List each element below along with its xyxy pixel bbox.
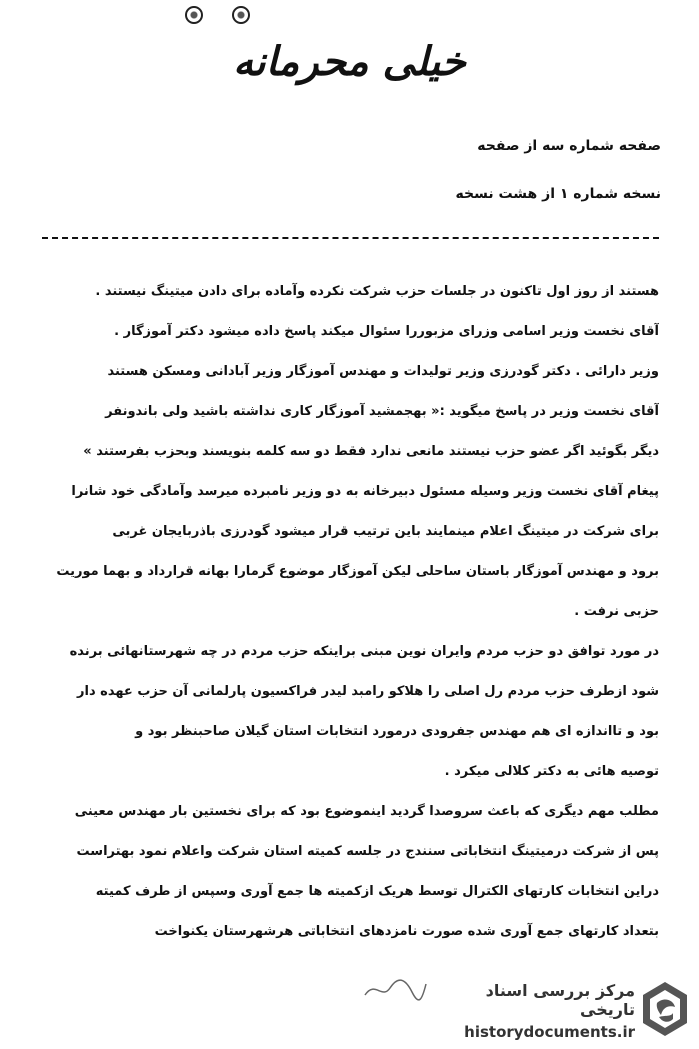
archive-logo-icon — [639, 979, 691, 1039]
body-line: دراین انتخابات کارتهای الکترال توسط هریک ازکمیته ها جمع آوری وسپس از طرف کمیته — [95, 884, 659, 899]
body-line: هستند از روز اول تاکنون در جلسات حزب شرکت نکرده وآماده برای دادن میتینگ نیستند . — [95, 284, 659, 299]
body-line: توصیه هائی به دکتر کلالی میکرد . — [444, 764, 659, 779]
body-line: برای شرکت در میتینگ اعلام مینمایند باین ترتیب قرار میشود گودرزی باذربایجان غربی — [112, 524, 659, 539]
divider — [42, 237, 659, 239]
archive-watermark — [430, 975, 695, 1045]
body-line: دیگر بگوئید اگر عضو حزب نیستند مانعی ندارد فقط دو سه کلمه بنویسند وبحزب بفرستند » — [83, 444, 659, 459]
body-line: بود و تااندازه ای هم مهندس جفرودی درمورد انتخابات استان گیلان صاحبنظر بود و — [135, 724, 659, 739]
body-line: شود ازطرف حزب مردم رل اصلی را هلاکو رامبد لیدر فراکسیون پارلمانی آن حزب عهده دار — [77, 684, 659, 699]
body-line: حزبی نرفت . — [574, 604, 659, 619]
signature-scribble — [360, 970, 430, 1010]
body-line: پیغام آقای نخست وزیر وسیله مسئول دبیرخانه به دو وزیر نامبرده میرسد وآمادگی خود شانرا — [71, 484, 659, 499]
document-body — [40, 272, 659, 952]
punch-hole-icon — [232, 6, 250, 24]
watermark-name: مرکز بررسی اسناد تاریخی — [485, 981, 635, 1019]
punch-hole-icon — [185, 6, 203, 24]
body-line: آقای نخست وزیر اسامی وزرای مزبوررا سئوال میکند پاسخ داده میشود دکتر آموزگار . — [114, 324, 659, 339]
body-line: بتعداد کارتهای جمع آوری شده صورت نامزدهای انتخاباتی هرشهرستان یکنواخت — [154, 924, 659, 939]
watermark-url: historydocuments.ir — [464, 1023, 635, 1041]
body-line: آقای نخست وزیر در پاسخ میگوید :« بهجمشید آموزگار کاری نداشته باشید ولی باندونفر — [105, 404, 659, 419]
body-line: در مورد توافق دو حزب مردم وایران نوین مبنی براینکه حزب مردم در چه شهرستانهائی برنده — [69, 644, 659, 659]
body-line: پس از شرکت درمیتینگ انتخاباتی سنندج در جلسه کمیته استان شرکت واعلام نمود بهتراست — [76, 844, 659, 859]
document-title: خیلی محرمانه — [233, 38, 466, 85]
copy-number-line: نسخه شماره ۱ از هشت نسخه — [455, 186, 661, 202]
body-line: مطلب مهم دیگری که باعث سروصدا گردید اینموضوع بود که برای نخستین بار مهندس معینی — [74, 804, 659, 819]
page-number-line: صفحه شماره سه از ‌‌‌‌‌‌‌صفحه — [477, 138, 661, 154]
body-line: وزیر دارائی . دکتر گودرزی وزیر تولیدات و مهندس آموزگار وزیر آبادانی ومسکن هستند — [107, 364, 659, 379]
body-line: برود و مهندس آموزگار باستان ساحلی لیکن آموزگار موضوع گرمارا بهانه قرارداد و بهما موریت — [56, 564, 659, 579]
